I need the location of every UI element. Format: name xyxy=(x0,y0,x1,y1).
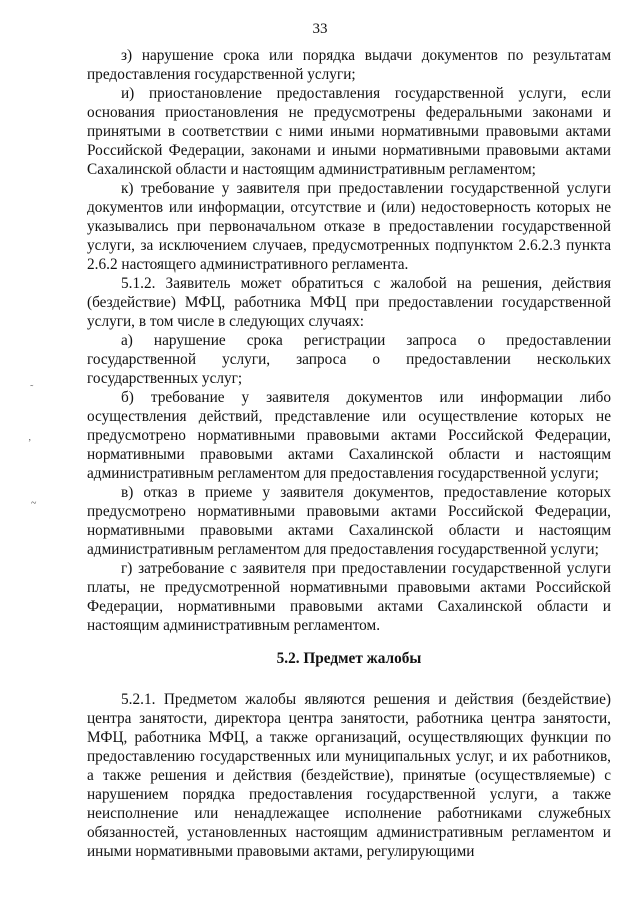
paragraph-b: б) требование у заявителя документов или информации либо осуществления действий, представление или осуществление которых не предусмотрено нормативными правовыми актами Российской Федерации, нормативными правовыми актами Сахалинской области и настоящим административным регламентом для предоставления государственной услуги; xyxy=(87,389,611,482)
document-body xyxy=(87,46,611,861)
paragraph-a: а) нарушение срока регистрации запроса о предоставлении государственной услуги, запроса о предоставлении нескольких государственных услуг; xyxy=(87,332,611,387)
page-number: 33 xyxy=(312,21,328,37)
section-heading: 5.2. Предмет жалобы xyxy=(276,650,422,667)
paragraph-k: к) требование у заявителя при предоставлении государственной услуги документов или информации, отсутствие и (или) недостоверность которых не указывались при первоначальном отказе в предоставлении государственной услуги, за исключением случаев, предусмотренных подпунктом 2.6.2.3 пункта 2.6.2 настоящего административного регламента. xyxy=(87,180,611,273)
paragraph-5-1-2: 5.1.2. Заявитель может обратиться с жалобой на решения, действия (бездействие) МФЦ, работника МФЦ при предоставлении государственной услуги, в том числе в следующих случаях: xyxy=(87,275,611,330)
paragraph-g: г) затребование с заявителя при предоставлении государственной услуги платы, не предусмотренной нормативными правовыми актами Российской Федерации, нормативными правовыми актами Сахалинской области и настоящим административным регламентом. xyxy=(87,560,611,634)
margin-mark: ’ xyxy=(28,438,32,449)
margin-mark: ˜ xyxy=(30,384,34,395)
paragraph-i: и) приостановление предоставления государственной услуги, если основания приостановления не предусмотрены федеральными законами и принятыми в соответствии с ними иными нормативными правовыми актами Российской Федерации, законами и иными нормативными правовыми актами Сахалинской области и настоящим административным регламентом; xyxy=(87,85,611,178)
margin-mark: ~ xyxy=(31,498,37,509)
paragraph-v: в) отказ в приеме у заявителя документов, предоставление которых предусмотрено нормативными правовыми актами Российской Федерации, нормативными правовыми актами Сахалинской области и настоящим административным регламентом для предоставления государственной услуги; xyxy=(87,484,611,558)
paragraph-5-2-1: 5.2.1. Предметом жалобы являются решения и действия (бездействие) центра занятости, директора центра занятости, работника центра занятости, МФЦ, работника МФЦ, а также организаций, осуществляющих функции по предоставлению государственных или муниципальных услуг, и их работников, а также решения и действия (бездействие), принятые (осуществляемые) с нарушением порядка предоставления государственной услуги, а также неисполнение или ненадлежащее исполнение работниками служебных обязанностей, установленных настоящим административным регламентом и иными нормативными правовыми актами, регулирующими xyxy=(87,691,611,860)
paragraph-z: з) нарушение срока или порядка выдачи документов по результатам предоставления государственной услуги; xyxy=(87,47,611,83)
